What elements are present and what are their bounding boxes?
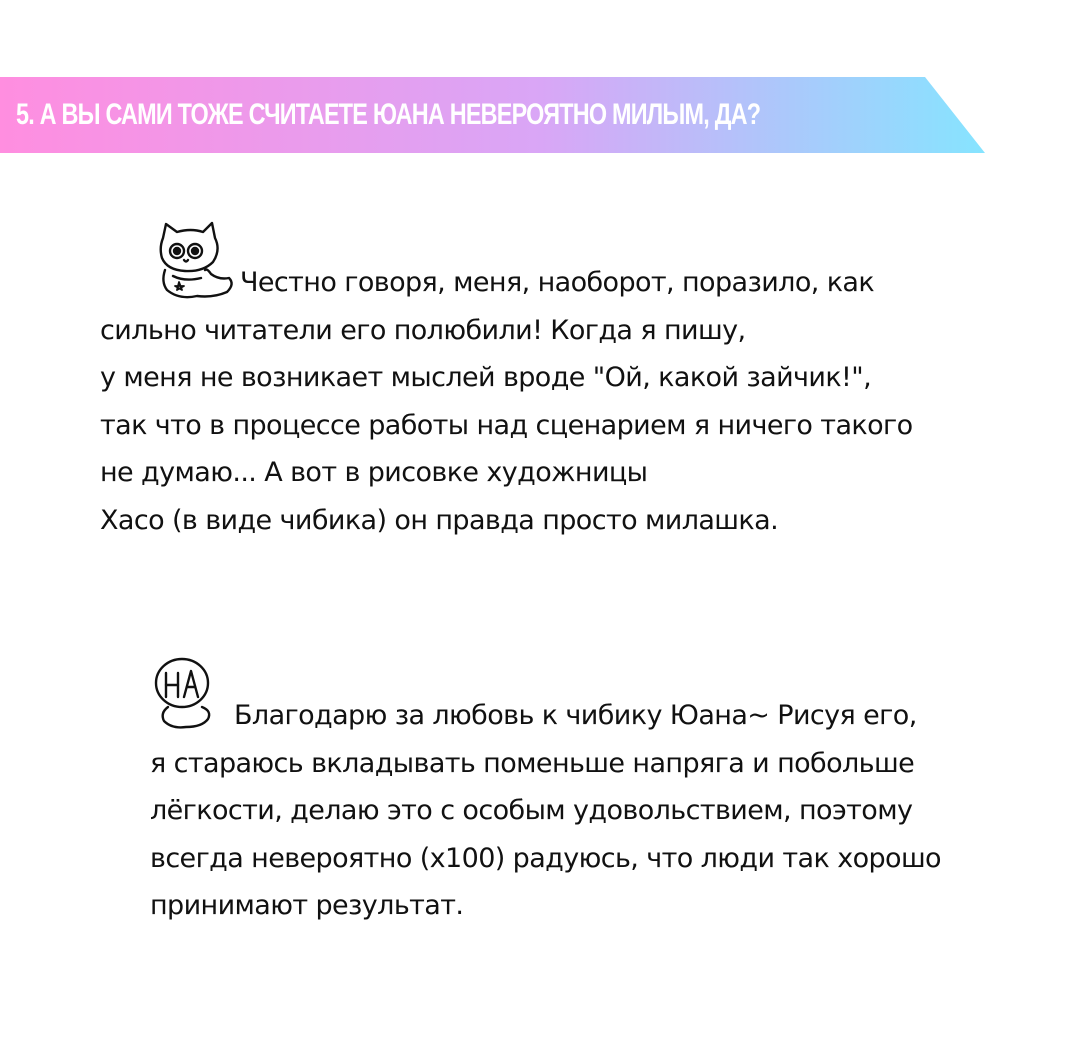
answer-block-artist [150, 692, 941, 930]
answer1-line-2: сильно читатели его полюбили! Когда я пишу, [100, 314, 746, 346]
answer2-line-1: Благодарю за любовь к чибику Юана~ Рисуя его, [234, 700, 917, 731]
question-title: 5. А ВЫ САМИ ТОЖЕ СЧИТАЕТЕ ЮАНА НЕВЕРОЯТНО МИЛЫМ, ДА? [16, 98, 761, 131]
answer1-line-4: так что в процессе работы над сценарием я ничего такого [100, 409, 913, 441]
question-banner [0, 77, 985, 153]
answer-block-writer [100, 259, 913, 544]
answer1-line-5: не думаю... А вот в рисовке художницы [100, 457, 648, 488]
answer2-line-3: лёгкости, делаю это с особым удовольствием, поэтому [150, 795, 913, 826]
answer2-line-5: принимают результат. [150, 890, 464, 921]
answer1-line-6: Хасо (в виде чибика) он правда просто милашка. [100, 504, 779, 536]
answer2-line-2: я стараюсь вкладывать поменьше напряга и побольше [150, 747, 915, 779]
answer2-line-4: всегда невероятно (x100) радуюсь, что люди так хорошо [150, 842, 941, 874]
answer1-line-3: у меня не возникает мыслей вроде "Ой, какой зайчик!", [100, 362, 872, 393]
answer1-line-1: Честно говоря, меня, наоборот, поразило, как [240, 267, 875, 298]
